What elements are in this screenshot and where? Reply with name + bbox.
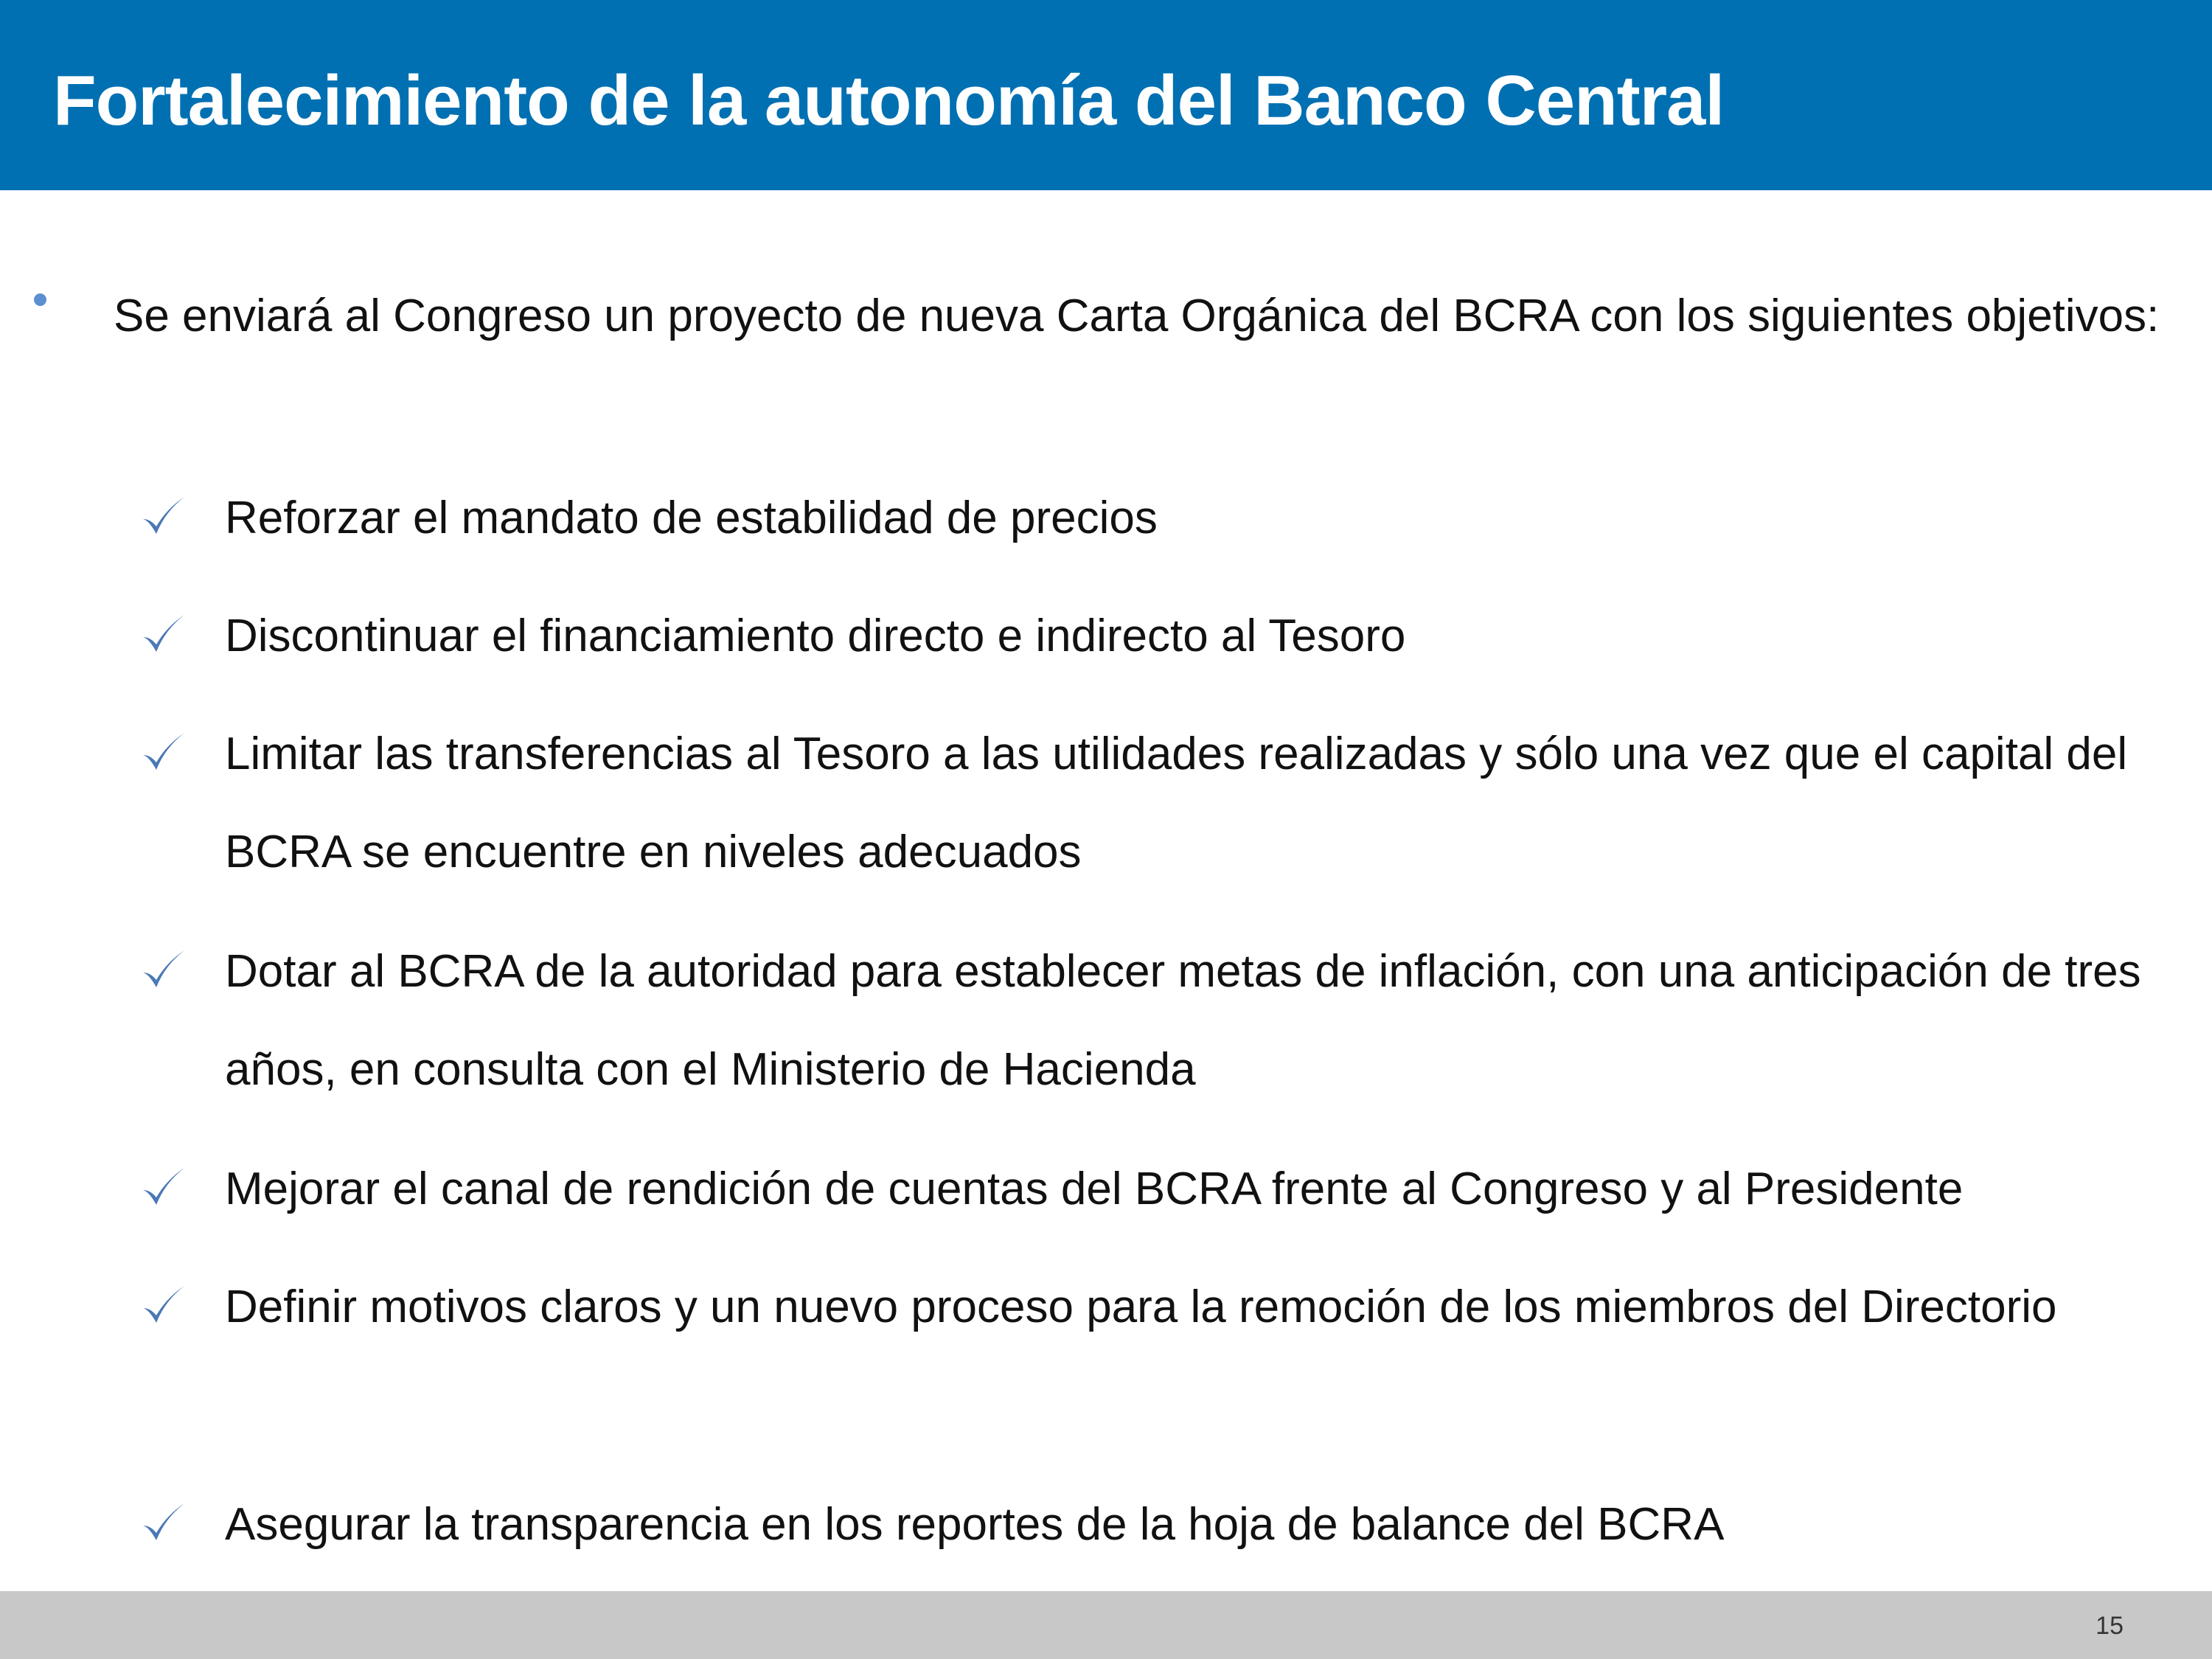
checkmark-icon bbox=[140, 493, 187, 540]
objective-item-3: Limitar las transferencias al Tesoro a las utilidades realizadas y sólo una vez que el capital del BCRA se encuentre en niveles adecuados bbox=[225, 728, 2128, 877]
checkmark-icon bbox=[140, 946, 187, 993]
checkmark-icon bbox=[140, 611, 187, 658]
checkmark-icon bbox=[140, 1281, 187, 1329]
title-bar bbox=[0, 0, 2212, 190]
checkmark-icon bbox=[140, 1164, 187, 1211]
checkmark-icon bbox=[140, 728, 187, 776]
objective-item-2: Discontinuar el financiamiento directo e indirecto al Tesoro bbox=[225, 611, 1406, 661]
intro-text: Se enviará al Congreso un proyecto de nueva Carta Orgánica del BCRA con los siguientes objetivos: bbox=[114, 291, 2160, 341]
objective-item-1: Reforzar el mandato de estabilidad de precios bbox=[225, 493, 1158, 543]
objective-item-7: Asegurar la transparencia en los reportes de la hoja de balance del BCRA bbox=[225, 1499, 1725, 1550]
bullet-dot-icon bbox=[34, 293, 46, 306]
objective-item-4: Dotar al BCRA de la autoridad para establecer metas de inflación, con una anticipación de tres años, en consulta con el Ministerio de Hacienda bbox=[225, 946, 2141, 1095]
objective-item-5: Mejorar el canal de rendición de cuentas del BCRA frente al Congreso y al Presidente bbox=[225, 1164, 1964, 1214]
footer-bar bbox=[0, 1591, 2212, 1659]
objective-item-6: Definir motivos claros y un nuevo proceso para la remoción de los miembros del Directorio bbox=[225, 1281, 2057, 1332]
page-number: 15 bbox=[2096, 1612, 2124, 1640]
checkmark-icon bbox=[140, 1499, 187, 1546]
slide-title: Fortalecimiento de la autonomía del Banco Central bbox=[53, 61, 1725, 140]
